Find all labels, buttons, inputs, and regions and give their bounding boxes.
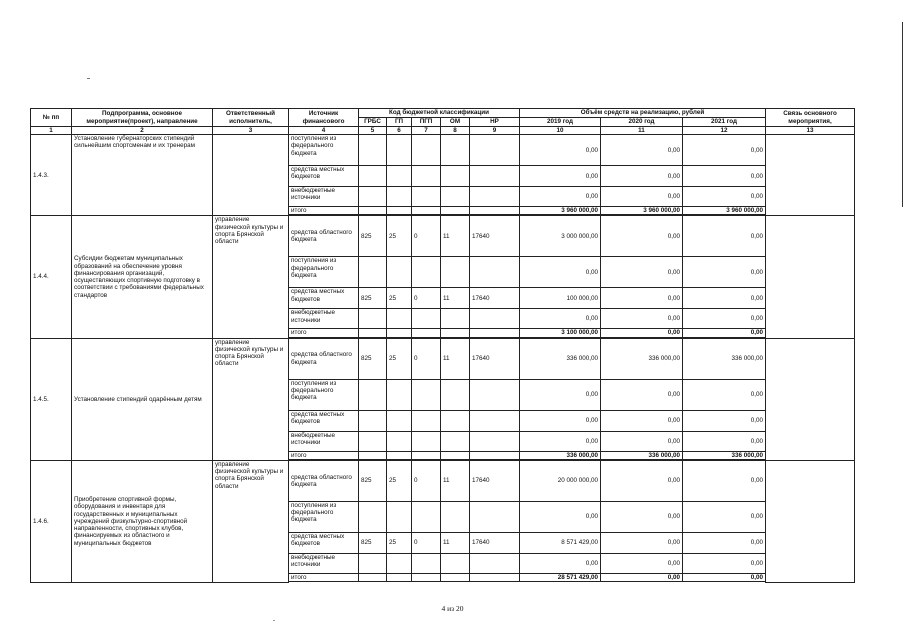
header-code-group: Код бюджетной классификации <box>359 109 520 118</box>
source-extra: внебюджетные источники <box>289 309 359 329</box>
header-grbs: ГРБС <box>359 118 387 127</box>
code-gp: 25 <box>387 460 412 501</box>
header-subprogram: Подпрограмма, основное мероприятие(проект), направление <box>72 109 213 127</box>
total-2019: 336 000,00 <box>520 451 601 459</box>
col-number: 10 <box>520 127 601 135</box>
source-local: средства местных бюджетов <box>289 166 359 187</box>
source-regional: средства областного бюджета <box>289 338 359 379</box>
col-number: 7 <box>412 127 441 135</box>
header-2021: 2021 год <box>683 118 766 127</box>
total-2021: 336 000,00 <box>683 451 766 459</box>
source-extra: внебюджетные источники <box>289 553 359 573</box>
value-2021: 336 000,00 <box>683 338 766 379</box>
col-number: 6 <box>387 127 412 135</box>
source-regional: средства областного бюджета <box>289 216 359 257</box>
code-om: 11 <box>441 216 470 257</box>
header-row <box>31 109 855 118</box>
row-name: Установление стипендий одарённым детям <box>72 338 213 460</box>
source-local: средства местных бюджетов <box>289 288 359 309</box>
value-2020: 0,00 <box>601 379 683 410</box>
code-pgp: 0 <box>412 460 441 501</box>
value-2019: 0,00 <box>520 257 601 288</box>
code-grbs: 825 <box>359 288 387 309</box>
row-executor: управление физической культуры и спорта Брянской области <box>213 338 289 460</box>
code-np: 17640 <box>470 288 520 309</box>
value-2020: 0,00 <box>601 288 683 309</box>
header-2019: 2019 год <box>520 118 601 127</box>
source-federal: поступления из федерального бюджета <box>289 135 359 166</box>
page-number: 4 из 20 <box>441 604 464 613</box>
table-row <box>31 460 855 501</box>
col-number: 5 <box>359 127 387 135</box>
code-om: 11 <box>441 338 470 379</box>
code-pgp: 0 <box>412 532 441 553</box>
code-grbs: 825 <box>359 338 387 379</box>
value-2021: 0,00 <box>683 216 766 257</box>
page-edge-line <box>902 22 903 207</box>
total-2019: 3 960 000,00 <box>520 207 601 215</box>
value-2019: 20 000 000,00 <box>520 460 601 501</box>
code-gp: 25 <box>387 338 412 379</box>
value-2021: 0,00 <box>683 431 766 451</box>
col-number: 12 <box>683 127 766 135</box>
code-np: 17640 <box>470 338 520 379</box>
source-federal: поступления из федерального бюджета <box>289 379 359 410</box>
value-2019: 8 571 429,00 <box>520 532 601 553</box>
source-total: итого <box>289 451 359 459</box>
row-name: Установление губернаторских стипендий сильнейшим спортсменам и их тренерам <box>72 135 213 216</box>
code-grbs: 825 <box>359 460 387 501</box>
value-2021: 0,00 <box>683 379 766 410</box>
source-local: средства местных бюджетов <box>289 532 359 553</box>
code-grbs: 825 <box>359 216 387 257</box>
row-name: Субсидии бюджетам муниципальных образований на обеспечение уровня финансирования организаций, осуществляющих спортивную подготовку в соответствии с требованиями федеральных стандартов <box>72 216 213 338</box>
header-om: ОМ <box>441 118 470 127</box>
value-2019: 0,00 <box>520 166 601 187</box>
row-executor: управление физической культуры и спорта Брянской области <box>213 216 289 338</box>
header-pgp: ПГП <box>412 118 441 127</box>
source-extra: внебюджетные источники <box>289 187 359 207</box>
code-np: 17640 <box>470 216 520 257</box>
header-2020: 2020 год <box>601 118 683 127</box>
row-number: 1.4.6. <box>31 460 72 582</box>
value-2020: 0,00 <box>601 135 683 166</box>
value-2021: 0,00 <box>683 187 766 207</box>
value-2019: 100 000,00 <box>520 288 601 309</box>
value-2021: 0,00 <box>683 410 766 431</box>
value-2021: 0,00 <box>683 166 766 187</box>
total-2020: 3 960 000,00 <box>601 207 683 215</box>
value-2021: 0,00 <box>683 501 766 532</box>
code-om: 11 <box>441 460 470 501</box>
value-2020: 0,00 <box>601 460 683 501</box>
total-2019: 28 571 429,00 <box>520 573 601 581</box>
total-2021: 3 960 000,00 <box>683 207 766 215</box>
source-local: средства местных бюджетов <box>289 410 359 431</box>
value-2021: 0,00 <box>683 553 766 573</box>
source-total: итого <box>289 207 359 215</box>
value-2020: 0,00 <box>601 553 683 573</box>
value-2021: 0,00 <box>683 135 766 166</box>
value-2020: 0,00 <box>601 532 683 553</box>
row-name: Приобретение спортивной формы, оборудования и инвентаря для государственных и муниципальных учреждений физкультурно-спортивной направленности, спортивных клубов, финансируемых из областного и муниципальных бюджетов <box>72 460 213 582</box>
value-2020: 0,00 <box>601 257 683 288</box>
source-federal: поступления из федерального бюджета <box>289 257 359 288</box>
value-2021: 0,00 <box>683 309 766 329</box>
source-total: итого <box>289 329 359 337</box>
code-np: 17640 <box>470 532 520 553</box>
value-2021: 0,00 <box>683 257 766 288</box>
row-number: 1.4.4. <box>31 216 72 338</box>
row-number: 1.4.3. <box>31 135 72 216</box>
budget-table <box>30 108 855 583</box>
source-federal: поступления из федерального бюджета <box>289 501 359 532</box>
value-2020: 0,00 <box>601 501 683 532</box>
total-2021: 0,00 <box>683 573 766 581</box>
col-number: 3 <box>213 127 289 135</box>
value-2019: 0,00 <box>520 501 601 532</box>
value-2020: 0,00 <box>601 187 683 207</box>
header-volume-group: Объём средств на реализацию, рублей <box>520 109 766 118</box>
value-2019: 0,00 <box>520 379 601 410</box>
value-2020: 0,00 <box>601 166 683 187</box>
value-2020: 0,00 <box>601 216 683 257</box>
total-2021: 0,00 <box>683 329 766 337</box>
value-2020: 0,00 <box>601 410 683 431</box>
code-pgp: 0 <box>412 338 441 379</box>
header-executor: Ответственный исполнитель, <box>213 109 289 127</box>
value-2021: 0,00 <box>683 288 766 309</box>
code-om: 11 <box>441 288 470 309</box>
value-2019: 0,00 <box>520 553 601 573</box>
value-2021: 0,00 <box>683 460 766 501</box>
col-number: 11 <box>601 127 683 135</box>
table-row <box>31 338 855 379</box>
code-gp: 25 <box>387 288 412 309</box>
row-link <box>766 460 855 582</box>
code-om: 11 <box>441 532 470 553</box>
source-extra: внебюджетные источники <box>289 431 359 451</box>
scan-mark <box>87 78 90 79</box>
scan-mark <box>273 620 275 621</box>
row-number: 1.4.5. <box>31 338 72 460</box>
value-2020: 0,00 <box>601 309 683 329</box>
code-np: 17640 <box>470 460 520 501</box>
code-pgp: 0 <box>412 288 441 309</box>
col-number: 8 <box>441 127 470 135</box>
value-2019: 3 000 000,00 <box>520 216 601 257</box>
total-2020: 0,00 <box>601 573 683 581</box>
value-2019: 0,00 <box>520 135 601 166</box>
code-gp: 25 <box>387 532 412 553</box>
value-2019: 0,00 <box>520 309 601 329</box>
value-2021: 0,00 <box>683 532 766 553</box>
header-num: № пп <box>31 109 72 127</box>
total-2019: 3 100 000,00 <box>520 329 601 337</box>
value-2019: 0,00 <box>520 431 601 451</box>
row-link <box>766 338 855 460</box>
code-pgp: 0 <box>412 216 441 257</box>
table-row <box>31 135 855 166</box>
col-number: 4 <box>289 127 359 135</box>
col-number: 2 <box>72 127 213 135</box>
column-number-row <box>31 127 855 135</box>
col-number: 13 <box>766 127 855 135</box>
row-executor <box>213 135 289 216</box>
row-link <box>766 216 855 338</box>
header-source: Источник финансового <box>289 109 359 127</box>
value-2019: 0,00 <box>520 187 601 207</box>
row-link <box>766 135 855 216</box>
source-regional: средства областного бюджета <box>289 460 359 501</box>
value-2020: 336 000,00 <box>601 338 683 379</box>
table-row <box>31 216 855 257</box>
col-number: 1 <box>31 127 72 135</box>
total-2020: 0,00 <box>601 329 683 337</box>
value-2019: 0,00 <box>520 410 601 431</box>
header-link: Связь основного мероприятия, <box>766 109 855 127</box>
code-grbs: 825 <box>359 532 387 553</box>
value-2019: 336 000,00 <box>520 338 601 379</box>
source-total: итого <box>289 573 359 581</box>
row-executor: управление физической культуры и спорта Брянской области <box>213 460 289 582</box>
total-2020: 336 000,00 <box>601 451 683 459</box>
value-2020: 0,00 <box>601 431 683 451</box>
col-number: 9 <box>470 127 520 135</box>
header-gp: ГП <box>387 118 412 127</box>
header-np: НР <box>470 118 520 127</box>
code-gp: 25 <box>387 216 412 257</box>
